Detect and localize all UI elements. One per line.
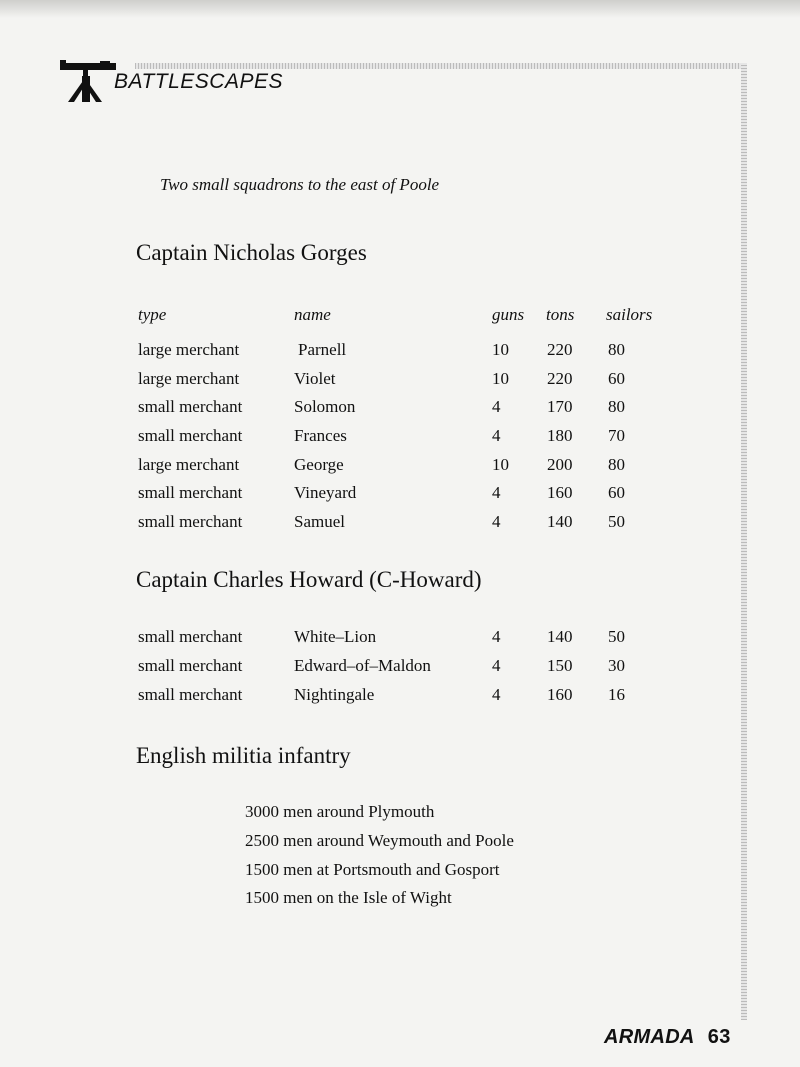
ship-sailors: 30 — [608, 656, 625, 675]
list-item: 1500 men at Portsmouth and Gosport — [245, 860, 500, 879]
page-edge-shadow — [0, 0, 800, 18]
ship-name: Violet — [294, 369, 336, 388]
militia-heading: English militia infantry — [136, 743, 351, 768]
ship-tons: 220 — [547, 369, 573, 388]
ship-sailors: 16 — [608, 685, 625, 704]
column-header-guns: guns — [492, 305, 525, 324]
ship-sailors: 80 — [608, 455, 625, 474]
ship-sailors: 60 — [608, 369, 625, 388]
ship-sailors: 50 — [608, 512, 625, 531]
ship-type: small merchant — [138, 627, 243, 646]
ship-name: Parnell — [298, 340, 347, 359]
ship-name: George — [294, 455, 344, 474]
ship-sailors: 60 — [608, 483, 625, 502]
ship-type: small merchant — [138, 483, 243, 502]
squadron-heading: Captain Charles Howard (C-Howard) — [136, 567, 482, 592]
ship-name: Frances — [294, 426, 347, 445]
ship-tons: 140 — [547, 627, 573, 646]
ship-guns: 10 — [492, 369, 509, 388]
column-header-tons: tons — [546, 305, 575, 324]
ship-guns: 4 — [492, 512, 501, 531]
ship-tons: 170 — [547, 397, 573, 416]
ship-type: large merchant — [138, 340, 240, 359]
list-item: 1500 men on the Isle of Wight — [245, 888, 452, 907]
ship-name: White–Lion — [294, 627, 377, 646]
ship-name: Nightingale — [294, 685, 375, 704]
mortar-weapon-icon — [58, 58, 116, 104]
list-item: 3000 men around Plymouth — [245, 802, 435, 821]
ship-guns: 4 — [492, 483, 501, 502]
ship-name: Vineyard — [294, 483, 357, 502]
squadron-heading: Captain Nicholas Gorges — [136, 240, 367, 265]
ship-type: large merchant — [138, 369, 240, 388]
ship-guns: 10 — [492, 340, 509, 359]
ship-tons: 160 — [547, 685, 573, 704]
ship-sailors: 80 — [608, 340, 625, 359]
ship-guns: 4 — [492, 627, 501, 646]
page-subtitle: Two small squadrons to the east of Poole — [160, 175, 440, 194]
ship-type: large merchant — [138, 455, 240, 474]
ship-type: small merchant — [138, 685, 243, 704]
page-footer — [604, 1026, 731, 1049]
page-number: 63 — [707, 1026, 731, 1048]
page-frame-right — [741, 63, 747, 1020]
column-header-type: type — [138, 305, 167, 324]
ship-name: Solomon — [294, 397, 356, 416]
ship-type: small merchant — [138, 426, 243, 445]
ship-guns: 4 — [492, 397, 501, 416]
ship-name: Edward–of–Maldon — [294, 656, 431, 675]
list-item: 2500 men around Weymouth and Poole — [245, 831, 514, 850]
ship-name: Samuel — [294, 512, 345, 531]
ship-sailors: 80 — [608, 397, 625, 416]
column-header-sailors: sailors — [606, 305, 653, 324]
ship-sailors: 70 — [608, 426, 625, 445]
ship-guns: 10 — [492, 455, 509, 474]
ship-tons: 140 — [547, 512, 573, 531]
ship-guns: 4 — [492, 656, 501, 675]
ship-type: small merchant — [138, 512, 243, 531]
book-title: ARMADA — [604, 1026, 694, 1048]
ship-sailors: 50 — [608, 627, 625, 646]
ship-tons: 220 — [547, 340, 573, 359]
ship-type: small merchant — [138, 397, 243, 416]
section-title: BATTLESCAPES — [114, 70, 283, 93]
ship-guns: 4 — [492, 426, 501, 445]
ship-tons: 200 — [547, 455, 573, 474]
ship-type: small merchant — [138, 656, 243, 675]
ship-tons: 150 — [547, 656, 573, 675]
ship-tons: 180 — [547, 426, 573, 445]
page-frame-top — [135, 63, 747, 69]
ship-tons: 160 — [547, 483, 573, 502]
ship-guns: 4 — [492, 685, 501, 704]
column-header-name: name — [294, 305, 331, 324]
